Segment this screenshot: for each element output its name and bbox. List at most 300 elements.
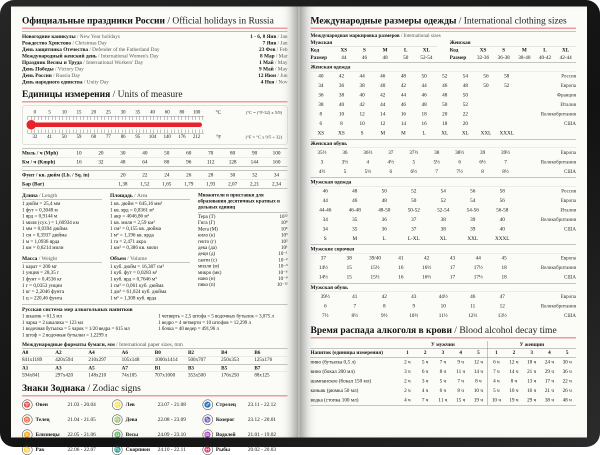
measure-value: 2,07 [228, 181, 238, 187]
celsius-value: 20 [91, 109, 97, 115]
units-title [22, 89, 288, 103]
holiday-date-value: 12 Июн [258, 73, 277, 79]
holiday-name-ru: Праздник Весны и Труда [22, 60, 82, 66]
measure-item: 1 унция = 28,35 г [22, 270, 60, 276]
size-cell: 46 [470, 294, 476, 300]
size-table-row [311, 311, 577, 321]
measure-row-label: Км / ч (Kmph) [22, 159, 56, 165]
size-cell: 52 [440, 198, 446, 204]
paper-size: 841x1189 [22, 356, 43, 363]
size-marking-section [311, 32, 577, 62]
holiday-month-en: / Jun [276, 73, 288, 79]
zodiac-name: Весы [125, 431, 139, 438]
size-cell: 37 [411, 226, 417, 232]
size-value: 52-54 [420, 55, 433, 61]
measure-value: 2,21 [250, 181, 260, 187]
size-cell: XXL [480, 130, 492, 136]
bac-men-value: 14 ч [473, 369, 483, 375]
marking-code-label: Код [310, 47, 320, 53]
measure-item: 1 ярд = 0,9144 м [22, 213, 58, 220]
paper-code: A3 [55, 365, 62, 371]
size-cell: 35 [352, 226, 358, 232]
marking-size-label: Размер [449, 55, 467, 61]
celsius-value: 0 [33, 109, 37, 115]
size-cell: 46 [421, 92, 427, 98]
size-cell: 46 [400, 102, 407, 108]
size-code: M [382, 47, 388, 53]
country-label: Европа [560, 255, 576, 261]
measure-value: 112 [206, 159, 215, 165]
measure-row [22, 180, 288, 189]
size-table-title: Женская одежда [311, 63, 577, 72]
size-cell: 16½ [422, 265, 432, 271]
prefixes-column [198, 193, 288, 302]
measure-item: 1 ц = 220,46 фунта [22, 295, 63, 301]
size-cell: M [380, 130, 386, 136]
celsius-value: 15 [76, 109, 82, 115]
size-cell: 38 [318, 102, 324, 108]
bac-men-value: 3 ч [404, 369, 411, 375]
size-cell: 18 [501, 274, 507, 280]
holiday-date-value: 9 Май [258, 66, 274, 72]
size-table-row [311, 187, 577, 197]
measure-row-label: Фунт / кв. дюйм (Lb. / Sq. in) [22, 172, 90, 178]
zodiac-sign [112, 399, 197, 410]
bac-women-value: 12 ч [509, 359, 519, 365]
celsius-unit: °C [215, 109, 221, 116]
bac-women-value: 5 ч [487, 386, 505, 396]
measure-item: 1 дюйм = 25,4 мм [22, 201, 61, 207]
size-cell: 36 [381, 226, 387, 232]
size-cell: 52 [504, 83, 510, 89]
zodiac-title-ru: Знаки Зодиака [22, 382, 86, 394]
paper-code: A0 [22, 349, 29, 356]
size-cell: 14½ [318, 265, 328, 271]
size-cell: 36 [318, 92, 324, 98]
marking-sizes-row [450, 54, 576, 62]
size-cell: 37 [411, 217, 417, 223]
bac-men-value: 4 ч [404, 397, 411, 403]
prefix-name: Тера (Т) [197, 214, 216, 220]
size-cell: 39 [470, 217, 476, 223]
country-label: Великобритания [540, 111, 576, 117]
size-cell: 40 [499, 226, 505, 232]
bac-count: 3 [434, 349, 452, 358]
measure-item: 1 см³ = 0,061 куб. дюйма [109, 282, 164, 289]
size-cell: 7 [504, 159, 507, 165]
prefixes-list [198, 213, 288, 289]
weight-group [22, 255, 102, 301]
size-cell: S [323, 236, 327, 242]
holiday-date-value: 1 Май [258, 60, 274, 66]
size-table-title: Мужская обувь [311, 283, 577, 292]
size-cell: 39½ [500, 150, 511, 156]
zodiac-dates: 23.11 - 22.12 [247, 401, 276, 408]
size-cell: L-XL [407, 236, 420, 242]
size-cell: 40 [318, 73, 324, 79]
paper-code: A4 [88, 349, 95, 356]
clothing-title [311, 16, 577, 30]
bac-women-value: 22 ч [562, 378, 572, 384]
holiday-month-en: / Nov [274, 79, 288, 85]
paper-code: A1 [22, 365, 29, 371]
measure-item: 1 га = 2,471 акра [109, 238, 146, 245]
size-value: 38-40 [518, 55, 531, 61]
paper-code: B4 [221, 349, 228, 356]
length-weight-column [22, 193, 102, 302]
bac-men-value: 9 ч [457, 359, 464, 365]
prefix-power: 10² [281, 238, 288, 245]
size-cell: 42 [381, 294, 387, 300]
measure-item: 1 фунт = 0,4536 кг [22, 276, 62, 282]
size-cell: 16 [421, 121, 427, 127]
size-cell: 58 [499, 188, 505, 194]
paper-title-en: International paper sizes, mm [118, 341, 183, 348]
fahrenheit-value: 77 [105, 134, 111, 140]
size-cell: 41 [398, 255, 404, 261]
paper-size: 707x1000 [154, 372, 176, 378]
size-cell: 7 [435, 169, 438, 175]
bac-count: 4 [541, 349, 559, 358]
prefix-name: милли (м) [197, 263, 220, 270]
size-cell: 6 [319, 121, 323, 127]
prefix-power: 10¹² [279, 214, 288, 220]
size-cell: XL [439, 236, 447, 242]
size-cell: 39½ [320, 294, 330, 300]
size-cell: 42 [338, 73, 345, 79]
holiday-name-en: / Christmas Day [71, 40, 107, 46]
size-code: L [404, 47, 408, 53]
country-label: Великобритания [540, 265, 576, 271]
marking-tables [311, 40, 577, 62]
size-cell: XL [461, 130, 469, 136]
prefix-power: 10⁻⁶ [278, 269, 288, 276]
size-code: M [521, 47, 527, 53]
zodiac-dates: 23.12 - 20.01 [247, 416, 277, 423]
country-label: Великобритания [540, 303, 576, 309]
bac-women-value: 14 ч [509, 369, 519, 375]
alcohol-measure-item: 1 бочка = 40 ведер = 491,96 л [158, 326, 219, 332]
country-label: Европа [560, 150, 576, 156]
zodiac-name: Рак [35, 446, 45, 453]
paper-size: 1000x1414 [154, 356, 178, 363]
marking-women [450, 40, 576, 62]
paper-size: 88x125 [254, 372, 270, 378]
zodiac-dates: 20.02 - 20.03 [247, 446, 277, 453]
country-label: США [564, 313, 576, 319]
size-cell: XS [317, 130, 325, 136]
measure-item: 1 кв. ярд = 0,8361 м² [109, 207, 155, 213]
alcohol-measure-item: 1 водочная бутылка = 5 чарок = 1/20 ведра = 615 мл [22, 326, 130, 332]
bac-count: 2 [505, 349, 523, 358]
measure-row-values [68, 160, 288, 166]
measure-value: 16 [76, 159, 82, 165]
fahrenheit-value: 68 [91, 134, 97, 140]
country-label: Россия [561, 73, 576, 79]
bac-men-value: 12 ч [473, 359, 483, 365]
size-cell: 8 [382, 303, 386, 309]
size-cell: S [360, 130, 364, 136]
bac-count: 5 [470, 349, 488, 358]
size-cell: 44 [475, 255, 481, 261]
size-cell: 7 [353, 303, 357, 309]
size-table-row [311, 167, 577, 177]
measure-value: 144 [250, 159, 259, 165]
fahrenheit-value: 32 [32, 134, 38, 140]
paper-code: A7 [121, 365, 128, 371]
zodiac-dates: 21.03 - 20.04 [67, 401, 96, 408]
fahrenheit-value: 86 [120, 134, 126, 140]
size-cell: 14 [380, 111, 386, 117]
holiday-date-value: 8 Мар [259, 53, 275, 59]
bac-count: 4 [452, 349, 470, 358]
size-table-row [311, 72, 577, 82]
celsius-value: 100 [193, 109, 201, 115]
country-label: Франция [556, 92, 576, 98]
paper-code: B5 [221, 365, 228, 371]
measure-item: 1 кв. миля = 2,59 км² [109, 219, 155, 226]
size-table-row [311, 234, 577, 244]
size-value: 44 [341, 55, 347, 61]
prefix-power: 10⁻¹² [276, 282, 288, 288]
size-table-row [311, 302, 577, 312]
zodiac-name: Телец [35, 416, 50, 423]
measure-item: 1 см² = 0,155 кв. дюйма [109, 226, 161, 232]
paper-size: 176x250 [221, 372, 239, 378]
measure-item: 1 см = 0,3937 дюйма [22, 232, 67, 238]
size-cell: 16 [398, 274, 404, 280]
bac-women-value: 30 ч [562, 359, 572, 365]
fahrenheit-unit: °F [216, 134, 221, 140]
country-label: США [564, 226, 576, 232]
size-cell: 34 [322, 217, 328, 223]
size-table-row [311, 263, 577, 273]
bac-men-value: 6 ч [439, 388, 447, 394]
size-table-row [311, 273, 577, 283]
size-cell: 46 [380, 73, 386, 79]
size-cell: 8½ [351, 313, 358, 319]
prefix-power: 10³ [281, 232, 288, 239]
paper-code: B1 [154, 365, 161, 371]
holiday-month-en: / Jan [276, 40, 288, 46]
size-cell: 52 [442, 73, 448, 79]
size-cell: 3½ [341, 159, 349, 165]
size-cell: 44½ [438, 294, 448, 300]
size-cell: 42 [380, 92, 386, 98]
size-cell: XXXL [495, 236, 510, 242]
bac-men-value: 3 ч [421, 378, 429, 384]
size-cell: 48-50 [378, 207, 391, 213]
size-cell: 44 [322, 198, 328, 204]
size-cell: XL [441, 130, 449, 136]
bac-women-value: 48 ч [562, 397, 572, 403]
bac-women-value: 21 ч [544, 388, 554, 394]
holiday-name-en: / Victory Day [53, 66, 84, 72]
holiday-name-ru: День Победы [22, 66, 54, 72]
size-cell: 10 [440, 303, 446, 309]
size-cell: 46 [442, 83, 448, 89]
size-cell: 44 [400, 92, 407, 98]
size-cell: 36½ [363, 150, 373, 156]
country-label: США [564, 274, 576, 280]
size-cell: 37 [320, 255, 326, 261]
bac-men-value: 5 ч [439, 378, 447, 384]
marking-codes-row [450, 47, 576, 55]
russian-alcohol-col1 [22, 314, 151, 339]
measure-value: 128 [228, 159, 237, 165]
holiday-name [22, 79, 257, 86]
paper-code: A6 [121, 349, 128, 356]
measure-value: 1,52 [140, 181, 150, 187]
measure-item: 1 м² = 1,196 кв. ярда [109, 232, 154, 238]
bac-men-value: 8 ч [475, 378, 482, 384]
size-cell: 50 [411, 198, 417, 204]
prefix-power: 10⁻⁹ [278, 276, 288, 282]
country-label: Европа [560, 198, 576, 204]
size-cell: M [352, 236, 358, 242]
bac-men-value: 7 ч [439, 359, 447, 365]
size-cell: 50-52 [407, 207, 420, 213]
size-cell: 44 [421, 83, 427, 89]
zodiac-icon: ♋ [22, 444, 33, 455]
paper-size: 297x420 [55, 372, 74, 378]
size-cell: 34 [322, 226, 328, 232]
holiday-date-value: 7 Янв [262, 40, 277, 46]
holiday-name-ru: Новогодние каникулы [22, 34, 76, 40]
bac-women-value: 29 ч [544, 369, 554, 375]
size-cell: 11 [470, 303, 476, 309]
size-cell: 3 [320, 159, 324, 165]
prefix-row [198, 282, 288, 288]
size-table-row [311, 196, 577, 206]
bac-men-value: 11 ч [438, 397, 448, 403]
size-table-row [311, 148, 577, 158]
size-cell: 16½ [422, 274, 432, 280]
size-table-title: Мужские сорочки [311, 245, 577, 254]
russian-alcohol-measures [22, 305, 288, 339]
size-cell: 34 [318, 83, 324, 89]
fahrenheit-value: 50 [61, 134, 67, 140]
title-separator: / [456, 15, 464, 26]
zodiac-icon: ♈ [22, 399, 33, 410]
size-cell: 6½ [410, 169, 417, 175]
size-cell: 9½ [381, 313, 388, 319]
size-cell: 52 [411, 188, 417, 194]
size-table-row [311, 100, 577, 110]
celsius-value: 10 [61, 109, 67, 115]
celsius-value: 80 [179, 109, 185, 115]
marking-code-label: Код [449, 47, 459, 53]
measures-block [22, 193, 288, 302]
celsius-value: 40 [150, 109, 155, 115]
measure-row [22, 171, 288, 180]
measure-row-label: Бар (Bar) [22, 181, 45, 187]
size-table-row [311, 292, 577, 302]
holiday-month-en: / May [273, 66, 288, 72]
alcohol-measure-item: 1 четверть = 2,5 штофа = 5 водочных бутылок = 3,075 л [158, 313, 274, 320]
bac-women-value: 10 ч [487, 396, 505, 406]
size-cell: 54 [470, 198, 476, 204]
prefixes-title: Множители и приставки для образования десятичных кратных и дольных единиц [197, 192, 280, 210]
measure-value: 34 [273, 172, 280, 178]
size-cell: 36 [342, 150, 348, 156]
holidays-title-ru: Официальные праздники России [22, 15, 165, 26]
paper-code: A5 [88, 365, 95, 371]
size-cell: 48 [381, 198, 387, 204]
measure-value: 64 [142, 159, 148, 165]
size-cell: M [401, 130, 406, 136]
paper-size: 420x594 [55, 356, 74, 363]
paper-codes-row [22, 364, 288, 372]
zodiac-dates: 22.05 - 21.06 [67, 431, 96, 438]
zodiac-sign [112, 414, 197, 425]
size-cell: 10½ [409, 313, 419, 319]
fahrenheit-value: 140 [163, 134, 171, 140]
holiday-month-en: / Feb [275, 47, 288, 53]
measure-row-values [112, 173, 288, 179]
holiday-name-en: / Unity Day [82, 79, 109, 85]
holiday-name-en: / International Workers' Day [81, 60, 144, 66]
alcohol-measure-item: 1 ведро = 4 четверти = 10 штофов = 12,299 л [158, 319, 251, 326]
bac-drink-label: коньяк (рюмка 50 мл) [310, 388, 359, 394]
prefix-name: Гига (Г) [197, 220, 216, 226]
size-table [311, 178, 577, 244]
size-cell: 5 [412, 159, 416, 165]
paper-size: 105x148 [121, 356, 140, 363]
size-table-row [311, 206, 577, 216]
size-code: XL [562, 47, 570, 53]
bac-count: 5 [558, 349, 576, 358]
alcohol-measure-item: 1 шкалик = 61,5 мл [22, 313, 62, 320]
size-cell: 41 [352, 294, 358, 300]
bac-men-value: 2 ч [404, 388, 411, 394]
bac-women-value: 26 ч [562, 388, 572, 394]
paper-sizes-row [22, 356, 288, 364]
size-table [311, 139, 577, 177]
size-cell: 56 [470, 188, 476, 194]
measure-group-title: Масса / Weight [22, 255, 102, 262]
size-cell: 44-46 [319, 207, 332, 213]
zodiac-dates: 22.08 - 23.09 [157, 416, 186, 423]
zodiac-name: Скорпион [125, 446, 150, 453]
bac-women-value: 38 ч [544, 397, 554, 403]
size-cell: 4 [366, 159, 370, 165]
size-cell: 17 [449, 274, 456, 280]
size-cell: 17½ [473, 274, 483, 280]
size-cell: 36 [338, 83, 345, 89]
measure-value: 2,34 [271, 181, 282, 187]
holiday-row [22, 79, 288, 86]
size-cell: 7½ [322, 313, 329, 319]
measure-value: 1,38 [118, 181, 128, 187]
bac-women-value: 36 ч [562, 369, 572, 375]
paper-code: B2 [187, 349, 195, 356]
size-cell: 40 [380, 83, 386, 89]
zodiac-sign [202, 399, 287, 410]
measure-item: 1 г = 0,0353 унции [22, 282, 63, 289]
size-value: 36-38 [497, 55, 510, 61]
size-table-row [311, 91, 577, 101]
bac-drink-label: водка (стопка 100 мл) [310, 397, 359, 403]
size-table-row [311, 110, 577, 120]
size-cell: 45 [501, 255, 507, 261]
holidays-list [22, 32, 288, 86]
measure-item: 1 миля (сух.) = 1,60934 км [22, 219, 79, 226]
zodiac-dates: 22.06 - 22.07 [67, 446, 96, 453]
zodiac-dates: 24.09 - 23.10 [157, 431, 186, 438]
measure-value: 20 [120, 172, 126, 178]
size-cell: 50 [381, 188, 387, 194]
